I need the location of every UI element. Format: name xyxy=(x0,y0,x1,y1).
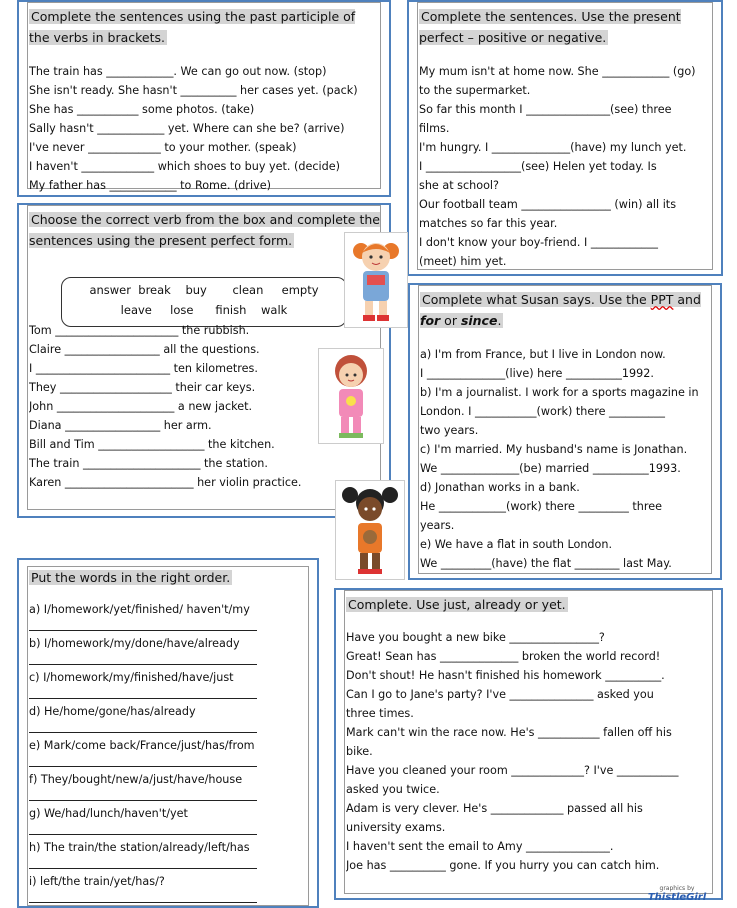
answer-line xyxy=(29,892,257,903)
sentence: Claire _________________ all the questions. xyxy=(29,343,260,356)
title-since: since xyxy=(460,313,498,328)
title-for: for xyxy=(420,313,441,328)
sentence: I've never _____________ to your mother. (speak) xyxy=(29,141,297,154)
sentence: Can I go to Jane's party? I've _______________ asked you xyxy=(346,688,654,701)
sentence: d) Jonathan works in a bank. xyxy=(420,481,580,494)
sentence: He ____________(work) there _________ three xyxy=(420,500,662,513)
exercise-5-items xyxy=(29,600,311,906)
sentence: Joe has __________ gone. If you hurry you can catch him. xyxy=(346,859,660,872)
list-item: g) We/had/lunch/haven't/yet xyxy=(29,804,311,838)
exercise-6-sentences xyxy=(346,628,715,875)
sentence: We _________(have) the flat ________ last May. xyxy=(420,557,672,570)
sentence: I haven't sent the email to Amy _______________. xyxy=(346,840,614,853)
list-item: e) Mark/come back/France/just/has/from xyxy=(29,736,311,770)
verb-box-row-1: answer break buy clean empty xyxy=(89,283,319,297)
sentence: Don't shout! He hasn't finished his homework __________. xyxy=(346,669,665,682)
answer-line xyxy=(29,858,257,869)
list-item: b) I/homework/my/done/have/already xyxy=(29,634,311,668)
sentence: The train _____________________ the station. xyxy=(29,457,268,470)
sentence: Our football team ________________ (win) all its xyxy=(419,198,677,211)
exercise-5-title: Put the words in the right order. xyxy=(31,570,231,585)
answer-line xyxy=(29,756,257,767)
thistlegirl-logo xyxy=(646,884,708,902)
exercise-3-title: Choose the correct verb from the box and complete the sentences using the present perfect form. xyxy=(29,212,380,248)
sentence: We ______________(be) married __________1993. xyxy=(420,462,681,475)
sentence: I haven't _____________ which shoes to buy yet. (decide) xyxy=(29,160,340,173)
sentence: My mum isn't at home now. She ____________ (go) xyxy=(419,65,696,78)
sentence: Tom ______________________ the rubbish. xyxy=(29,324,250,337)
sentence: Great! Sean has ______________ broken the world record! xyxy=(346,650,661,663)
sentence: asked you twice. xyxy=(346,783,440,796)
sentence: I _________________(see) Helen yet today. Is xyxy=(419,160,657,173)
sentence: I'm hungry. I ______________(have) my lunch yet. xyxy=(419,141,687,154)
exercise-1-sentences xyxy=(29,62,383,195)
sentence: My father has ____________ to Rome. (drive) xyxy=(29,179,271,192)
sentence: Adam is very clever. He's _____________ passed all his xyxy=(346,802,643,815)
exercise-2-box xyxy=(407,0,723,276)
answer-line xyxy=(29,688,257,699)
sentence: Bill and Tim ___________________ the kitchen. xyxy=(29,438,275,451)
sentence: She isn't ready. She hasn't __________ her cases yet. (pack) xyxy=(29,84,358,97)
sentence: London. I ___________(work) there __________ xyxy=(420,405,665,418)
sentence: Sally hasn't ____________ yet. Where can she be? (arrive) xyxy=(29,122,345,135)
sentence: She has ___________ some photos. (take) xyxy=(29,103,255,116)
sentence: to the supermarket. xyxy=(419,84,531,97)
sentence: e) We have a flat in south London. xyxy=(420,538,613,551)
exercise-6-box xyxy=(334,588,723,903)
sentence: John _____________________ a new jacket. xyxy=(29,400,253,413)
list-item: a) I/homework/yet/finished/ haven't/my xyxy=(29,600,311,634)
sentence: b) I'm a journalist. I work for a sports magazine in xyxy=(420,386,699,399)
verb-box xyxy=(61,277,347,327)
sentence: Mark can't win the race now. He's ___________ fallen off his xyxy=(346,726,672,739)
exercise-4-box xyxy=(408,283,722,580)
sentence: I ______________(live) here __________1992. xyxy=(420,367,654,380)
sentence: (meet) him yet. xyxy=(419,255,507,268)
exercise-6-title: Complete. Use just, already or yet. xyxy=(348,597,566,612)
title-ppt: PPT xyxy=(650,292,674,307)
logo-caption: graphics by xyxy=(659,885,695,892)
list-item: h) The train/the station/already/left/has xyxy=(29,838,311,872)
sentence: Diana _________________ her arm. xyxy=(29,419,212,432)
title-part: or xyxy=(440,313,461,328)
sentence: So far this month I _______________(see) three xyxy=(419,103,672,116)
sentence: I ________________________ ten kilometres. xyxy=(29,362,258,375)
girl-illustration-3 xyxy=(335,480,405,580)
sentence: university exams. xyxy=(346,821,446,834)
verb-box-row-2: leave lose finish walk xyxy=(120,303,288,317)
sentence: Karen _______________________ her violin practice. xyxy=(29,476,302,489)
sentence: Have you cleaned your room _____________? I've ___________ xyxy=(346,764,679,777)
list-item: f) They/bought/new/a/just/have/house xyxy=(29,770,311,804)
answer-line xyxy=(29,824,257,835)
answer-line xyxy=(29,722,257,733)
exercise-5-box xyxy=(17,558,319,908)
sentence: years. xyxy=(420,519,455,532)
sentence: two years. xyxy=(420,424,479,437)
sentence: she at school? xyxy=(419,179,499,192)
answer-line xyxy=(29,654,257,665)
logo-name: ThistleGirl xyxy=(647,892,707,903)
sentence: The train has ____________. We can go out now. (stop) xyxy=(29,65,327,78)
girl-illustration-1 xyxy=(344,232,408,328)
sentence: Have you bought a new bike ________________? xyxy=(346,631,605,644)
list-item: i) left/the train/yet/has/? xyxy=(29,872,311,906)
exercise-1-box xyxy=(17,0,391,197)
exercise-2-title: Complete the sentences. Use the present perfect – positive or negative. xyxy=(419,9,681,45)
sentence: c) I'm married. My husband's name is Jonathan. xyxy=(420,443,688,456)
exercise-4-sentences xyxy=(420,345,714,573)
title-part: . xyxy=(497,313,502,328)
exercise-1-title: Complete the sentences using the past participle of the verbs in brackets. xyxy=(29,9,356,45)
answer-line xyxy=(29,620,257,631)
girl-illustration-2 xyxy=(318,348,384,444)
sentence: I don't know your boy-friend. I ____________ xyxy=(419,236,658,249)
sentence: matches so far this year. xyxy=(419,217,558,230)
title-part: Complete what Susan says. Use the xyxy=(422,292,651,307)
sentence: a) I'm from France, but I live in London now. xyxy=(420,348,666,361)
sentence: bike. xyxy=(346,745,373,758)
answer-line xyxy=(29,790,257,801)
sentence: three times. xyxy=(346,707,414,720)
exercise-2-sentences xyxy=(419,62,715,271)
title-part: and xyxy=(673,292,701,307)
list-item: d) He/home/gone/has/already xyxy=(29,702,311,736)
exercise-4-title xyxy=(420,292,701,328)
sentence: films. xyxy=(419,122,450,135)
list-item: c) I/homework/my/finished/have/just xyxy=(29,668,311,702)
sentence: They ____________________ their car keys. xyxy=(29,381,256,394)
